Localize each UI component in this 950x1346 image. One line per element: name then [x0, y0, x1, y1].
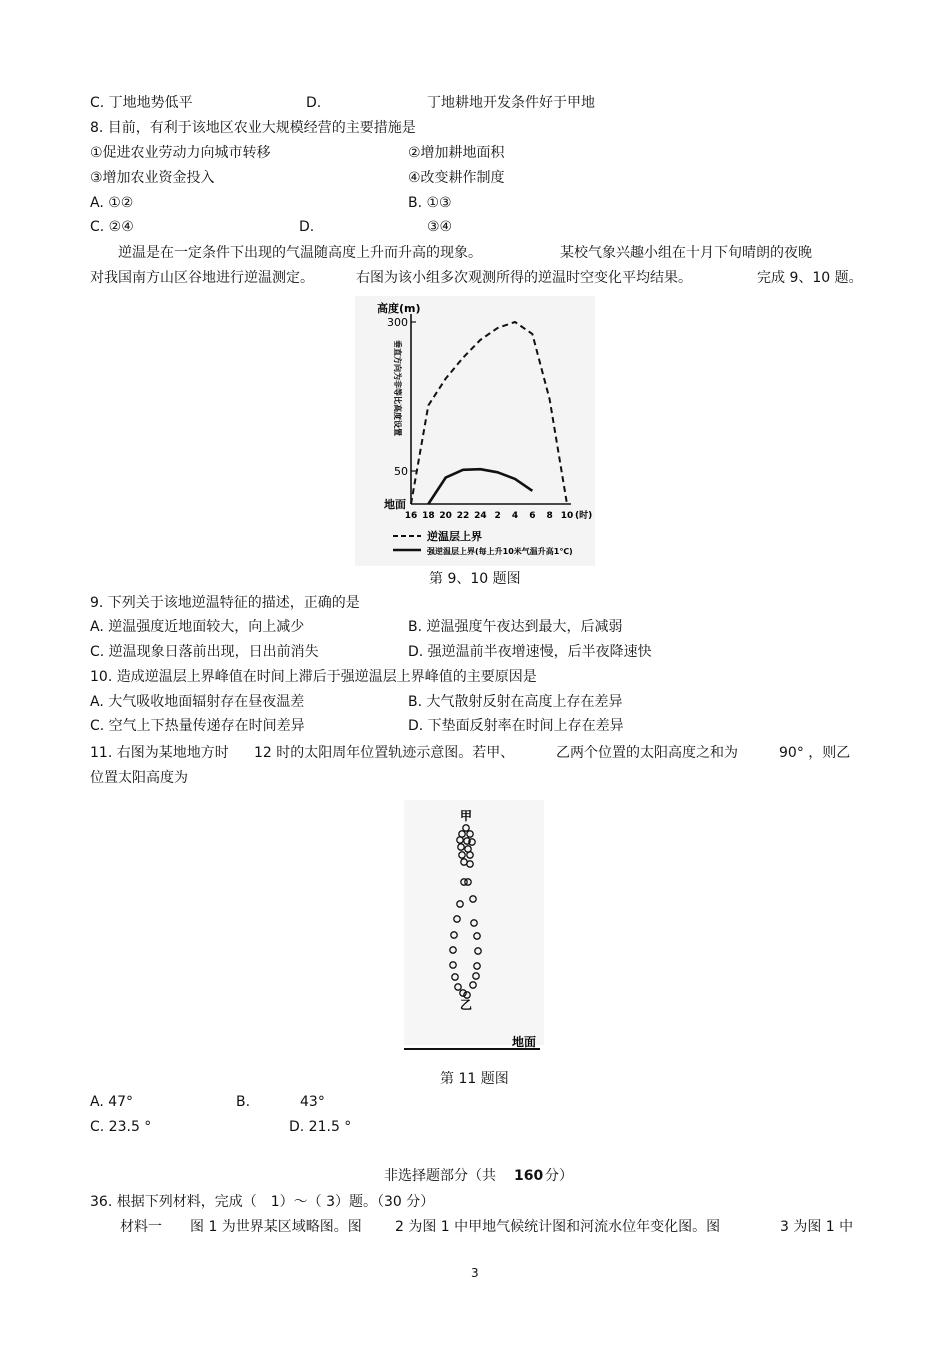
intro-line1a: 逆温是在一定条件下出现的气温随高度上升而升高的现象。: [118, 245, 482, 261]
q36-material-c: 2 为图 1 中甲地气候统计图和河流水位年变化图。图: [395, 1219, 721, 1235]
q36-material-b: 图 1 为世界某区域略图。图: [190, 1219, 362, 1235]
y-axis-label: 高度(m): [377, 302, 421, 315]
q9-option-a: A. 逆温强度近地面较大，向上减少: [90, 619, 305, 635]
intro-line2a: 对我国南方山区谷地进行逆温测定。: [90, 270, 314, 286]
q8-option-c: C. ②④: [90, 219, 134, 235]
q8-item-2: ②增加耕地面积: [408, 145, 505, 161]
q8-option-d-text: ③④: [427, 219, 453, 235]
q11-stem-c: 乙两个位置的太阳高度之和为: [556, 745, 738, 761]
q11-option-c: C. 23.5 °: [90, 1119, 152, 1135]
q11-stem-a: 11. 右图为某地地方时: [90, 745, 229, 761]
q9-option-c: C. 逆温现象日落前出现，日出前消失: [90, 644, 319, 660]
page-number: 3: [471, 1266, 479, 1280]
q8-item-4: ④改变耕作制度: [408, 170, 505, 186]
x-tick-label: 8: [546, 511, 553, 521]
q11-caption: 第 11 题图: [440, 1071, 509, 1087]
q11-option-a: A. 47°: [90, 1094, 134, 1110]
q11-option-b-text: 43°: [300, 1094, 325, 1110]
chart-caption: 第 9、10 题图: [429, 571, 521, 587]
inversion-chart: [355, 296, 595, 566]
q36-material-d: 3 为图 1 中: [780, 1219, 854, 1235]
x-tick-label: 16: [404, 511, 418, 521]
yi-label: 乙: [459, 998, 473, 1012]
q11-option-d: D. 21.5 °: [289, 1119, 352, 1135]
jia-label: 甲: [459, 809, 473, 823]
x-tick-label: 4: [511, 511, 519, 521]
q10-option-b: B. 大气散射反射在高度上存在差异: [408, 694, 623, 710]
y-tick-50: 50: [394, 465, 408, 478]
part2-title-c: 分）: [545, 1168, 573, 1184]
q7-option-d-text: 丁地耕地开发条件好于甲地: [427, 95, 595, 111]
part2-title-score: 160: [514, 1168, 544, 1184]
part2-title-a: 非选择题部分（共: [384, 1168, 496, 1184]
y-axis-note: 垂直方向为非等比高度设置: [393, 340, 402, 436]
x-tick-label: 22: [456, 511, 470, 521]
q8-option-d-letter: D.: [299, 219, 315, 235]
q9-option-b: B. 逆温强度午夜达到最大，后减弱: [408, 619, 623, 635]
q11-stem-b: 12 时的太阳周年位置轨迹示意图。若甲、: [254, 745, 515, 761]
q8-option-a: A. ①②: [90, 195, 134, 211]
q11-stem-d: 90° ，则乙: [779, 745, 851, 761]
x-tick-label: 6: [529, 511, 536, 521]
q36-stem: 36. 根据下列材料，完成（ 1）～（ 3）题。（30 分）: [90, 1194, 435, 1210]
x-axis-unit: (时): [575, 511, 593, 521]
q11-option-b-letter: B.: [236, 1094, 251, 1110]
intro-line2c: 完成 9、10 题。: [757, 270, 863, 286]
q10-option-a: A. 大气吸收地面辐射存在昼夜温差: [90, 694, 305, 710]
q8-option-b: B. ①③: [408, 195, 452, 211]
q10-option-d: D. 下垫面反射率在时间上存在差异: [408, 718, 624, 734]
x-tick-label: 24: [474, 511, 487, 521]
q10-stem: 10. 造成逆温层上界峰值在时间上滞后于强逆温层上界峰值的主要原因是: [90, 669, 537, 685]
ground-label: 地面: [511, 1035, 537, 1049]
q7-option-d-letter: D.: [306, 95, 322, 111]
sun-position-figure: [400, 800, 550, 1060]
intro-line2b: 右图为该小组多次观测所得的逆温时空变化平均结果。: [356, 270, 692, 286]
q8-item-1: ①促进农业劳动力向城市转移: [90, 145, 271, 161]
q8-item-3: ③增加农业资金投入: [90, 170, 215, 186]
y-tick-ground: 地面: [384, 498, 406, 511]
intro-line1b: 某校气象兴趣小组在十月下旬晴朗的夜晚: [560, 245, 812, 261]
q9-stem: 9. 下列关于该地逆温特征的描述，正确的是: [90, 595, 360, 611]
x-tick-label: 18: [422, 511, 435, 521]
legend-label-2: 强逆温层上界(每上升10米气温升高1℃): [427, 547, 573, 556]
q36-material-label: 材料一: [120, 1219, 162, 1235]
legend-label-1: 逆温层上界: [427, 530, 482, 543]
y-tick-300: 300: [387, 316, 408, 329]
q7-option-c: C. 丁地地势低平: [90, 95, 193, 111]
x-tick-label: 20: [439, 511, 452, 521]
x-tick-label: 10: [560, 511, 574, 521]
q11-stem-line2: 位置太阳高度为: [90, 770, 188, 786]
x-tick-label: 2: [494, 511, 501, 521]
q9-option-d: D. 强逆温前半夜增速慢，后半夜降速快: [408, 644, 652, 660]
q8-stem: 8. 目前，有利于该地区农业大规模经营的主要措施是: [90, 120, 416, 136]
q10-option-c: C. 空气上下热量传递存在时间差异: [90, 718, 305, 734]
